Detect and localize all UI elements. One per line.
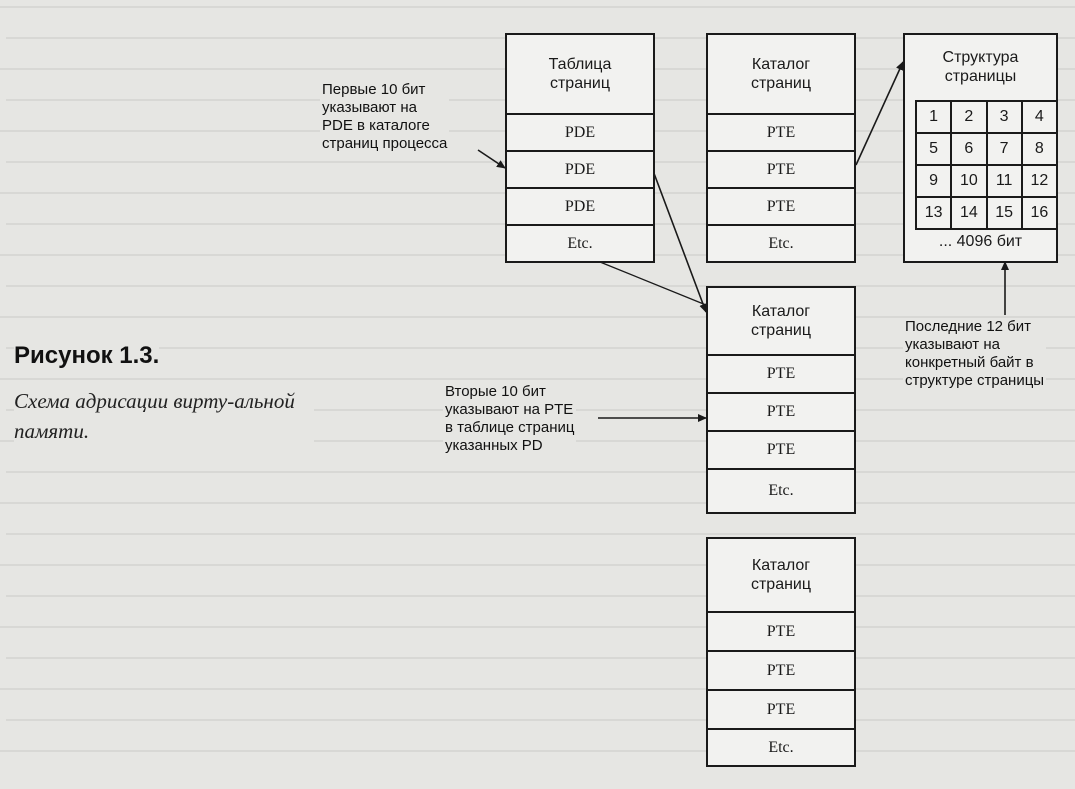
grid-cell: 15 xyxy=(988,198,1023,230)
annotation-line: указывают на xyxy=(905,336,1000,353)
catalog-row: PTE xyxy=(708,115,854,152)
page-table-row: PDE xyxy=(507,189,653,226)
catalog-box-middle xyxy=(706,286,856,514)
grid-cell: 14 xyxy=(952,198,987,230)
grid-cell: 1 xyxy=(917,102,952,134)
catalog-title xyxy=(708,288,854,356)
title-line: страниц xyxy=(750,322,812,339)
annotation-line: указывают на PTE xyxy=(445,401,574,418)
catalog-row: PTE xyxy=(708,394,854,432)
catalog-box-top xyxy=(706,33,856,263)
page-structure-footer: ... 4096 бит xyxy=(938,233,1023,250)
annotation-line: указанных PD xyxy=(445,437,543,454)
grid-cell: 12 xyxy=(1023,166,1058,198)
annotation-line: Вторые 10 бит xyxy=(445,383,546,400)
grid-cell: 5 xyxy=(917,134,952,166)
grid-cell: 13 xyxy=(917,198,952,230)
title-line: Каталог xyxy=(751,56,811,73)
catalog-box-bottom xyxy=(706,537,856,767)
page-table-row: PDE xyxy=(507,152,653,189)
grid-cell: 2 xyxy=(952,102,987,134)
grid-cell: 9 xyxy=(917,166,952,198)
figure-caption: Схема адрисации вирту-альной памяти. xyxy=(14,386,314,446)
title-line: страницы xyxy=(944,68,1017,85)
page-structure-title xyxy=(905,35,1056,99)
annotation-first-bits xyxy=(320,81,449,153)
grid-cell: 7 xyxy=(988,134,1023,166)
grid-cell: 16 xyxy=(1023,198,1058,230)
annotation-line: в таблице страниц xyxy=(445,419,575,436)
page-structure-grid xyxy=(915,100,1058,230)
arrow-pde-to-catalog xyxy=(652,168,706,312)
annotation-second-bits xyxy=(443,383,576,455)
annotation-line: структуре страницы xyxy=(905,372,1045,389)
annotation-line: Последние 12 бит xyxy=(905,318,1032,335)
annotation-line: конкретный байт в xyxy=(905,354,1034,371)
annotation-last-bits xyxy=(903,318,1046,390)
annotation-line: Первые 10 бит xyxy=(322,81,426,98)
title-line: Структура xyxy=(942,49,1019,66)
title-line: Каталог xyxy=(751,303,811,320)
grid-cell: 6 xyxy=(952,134,987,166)
catalog-row: Etc. xyxy=(768,234,794,252)
catalog-title xyxy=(708,35,854,115)
arrow-pte-to-structure xyxy=(856,62,903,165)
grid-cell: 8 xyxy=(1023,134,1058,166)
title-line: Каталог xyxy=(751,557,811,574)
title-line: страниц xyxy=(750,576,812,593)
catalog-row: PTE xyxy=(708,652,854,691)
catalog-row: Etc. xyxy=(768,482,794,499)
page-table-box xyxy=(505,33,655,263)
catalog-row: PTE xyxy=(708,152,854,189)
annotation-line: PDE в каталоге xyxy=(322,117,430,134)
grid-cell: 3 xyxy=(988,102,1023,134)
catalog-title xyxy=(708,539,854,613)
catalog-row: PTE xyxy=(708,432,854,470)
title-line: страниц xyxy=(549,75,611,92)
catalog-row: Etc. xyxy=(768,738,794,756)
grid-cell: 11 xyxy=(988,166,1023,198)
title-line: Таблица xyxy=(548,56,612,73)
catalog-row: PTE xyxy=(708,691,854,730)
grid-cell: 4 xyxy=(1023,102,1058,134)
arrow-first-bits xyxy=(478,150,505,168)
annotation-line: указывают на xyxy=(322,99,417,116)
figure-number: Рисунок 1.3. xyxy=(14,342,160,369)
page-table-row: PDE xyxy=(507,115,653,152)
page-table-row: Etc. xyxy=(567,234,593,252)
grid-cell: 10 xyxy=(952,166,987,198)
catalog-row: PTE xyxy=(708,189,854,226)
annotation-line: страниц процесса xyxy=(322,135,448,152)
catalog-row: PTE xyxy=(708,356,854,394)
title-line: страниц xyxy=(750,75,812,92)
page-table-title xyxy=(507,35,653,115)
catalog-row: PTE xyxy=(708,613,854,652)
